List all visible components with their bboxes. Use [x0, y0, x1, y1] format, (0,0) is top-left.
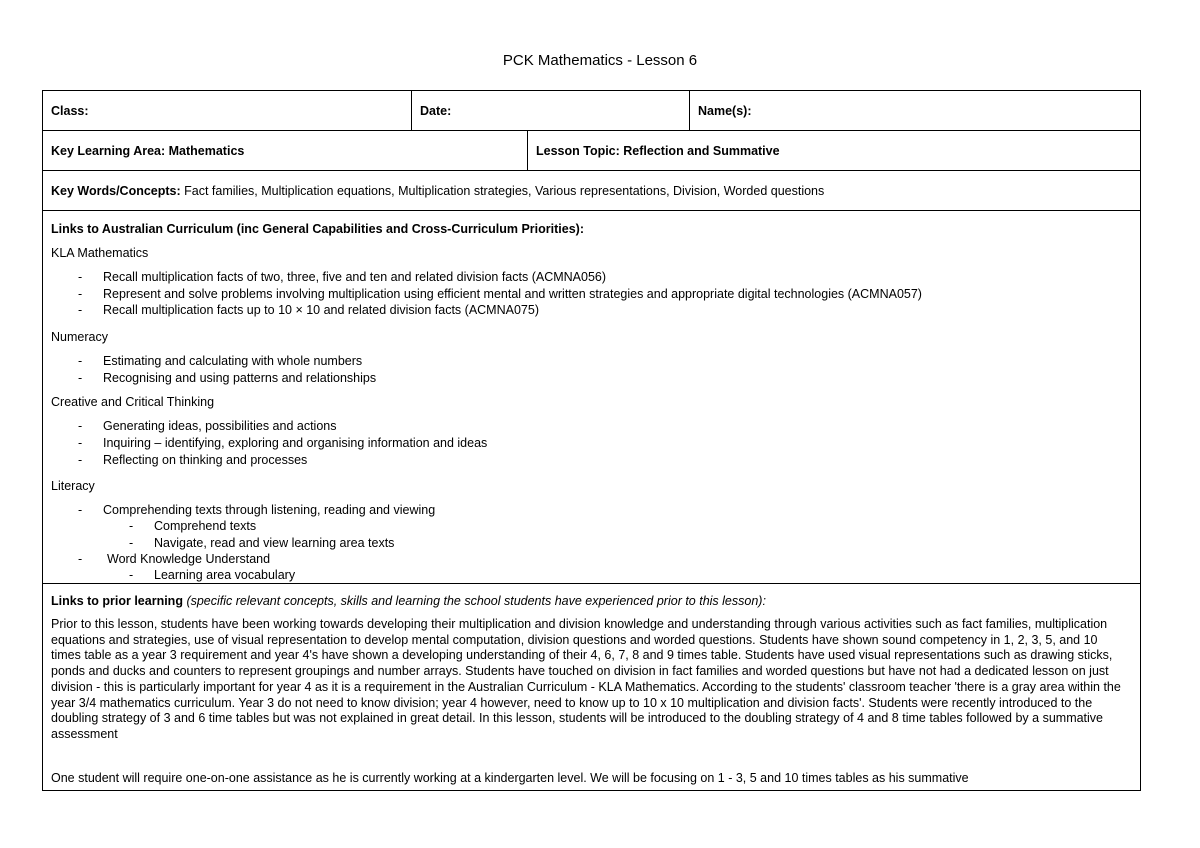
- date-cell: [411, 91, 689, 130]
- names-label: Name(s):: [698, 103, 752, 118]
- kla-label: Key Learning Area: Mathematics: [51, 143, 245, 158]
- page-title: PCK Mathematics - Lesson 6: [502, 52, 698, 69]
- class-cell: [43, 91, 411, 130]
- prior-learning-label: Links to prior learning: [51, 594, 183, 608]
- keywords-cell: [43, 171, 1140, 210]
- date-label: Date:: [420, 103, 452, 118]
- prior-learning-hint: (specific relevant concepts, skills and learning the school students have experienced prior to this lesson):: [182, 594, 766, 608]
- kla-cell: [43, 131, 527, 170]
- class-label: Class:: [51, 103, 89, 118]
- keywords-label: Key Words/Concepts:: [51, 183, 181, 198]
- prior-learning-paragraph: Prior to this lesson, students have been working towards developing their multiplication and division knowledge and understanding through various activities such as fact families, multiplication equations and strategies, use of visual representation to develop mental computation, division questions and worded questions. Students have shown sound competency in 1, 2, 3, 5, and 10 times table as a year 3 requirement and year 4's have shown a developing understanding of their 4, 6, 7, 8 and 9 times table. Students have used visual representations such as drawing sticks, ponds and ducks and counters to represent groupings and number arrays. Students have touched on division in fact families and worded questions but have not had a dedicated lesson on just division - this is particularly important for year 4 as it is a requirement in the Australian Curriculum - KLA Mathematics. According to the students' classroom teacher 'there is a gray area within the year 3/4 mathematics curriculum. Year 3 do not need to know division; year 4 however, need to know up to 10 x 10 multiplication and division facts'. Students were recently introduced to the doubling strategy of 3 and 6 time tables but was not explained in great detail. In this lesson, students will be introduced to the doubling strategy of 4 and 8 time tables followed by a summative assessment: [51, 617, 1121, 741]
- topic-cell: [527, 131, 1140, 170]
- section-kla-mathematics: KLA Mathematics: [51, 246, 149, 260]
- section-numeracy: Numeracy: [51, 330, 108, 344]
- section-creative-critical-thinking: Creative and Critical Thinking: [51, 395, 215, 409]
- section-literacy: Literacy: [51, 479, 95, 493]
- lesson-plan-table: [42, 90, 1141, 791]
- topic-label: Lesson Topic: Reflection and Summative: [536, 143, 780, 158]
- prior-learning-paragraph-2: One student will require one-on-one assistance as he is currently working at a kindergarten level. We will be focusing on 1 - 3, 5 and 10 times tables as his summative: [51, 771, 969, 785]
- names-cell: [689, 91, 1140, 130]
- class-date-names-row: [43, 91, 1140, 131]
- area-topic-row: [43, 131, 1140, 171]
- keywords-row: [43, 171, 1140, 211]
- prior-learning-row: [43, 584, 1140, 791]
- prior-learning-heading: [51, 594, 766, 608]
- curriculum-heading: Links to Australian Curriculum (inc General Capabilities and Cross-Curriculum Priorities):: [51, 222, 584, 236]
- keywords-text: Fact families, Multiplication equations, Multiplication strategies, Various representations, Division, Worded questions: [180, 183, 825, 198]
- curriculum-row: Links to Australian Curriculum (inc General Capabilities and Cross-Curriculum Priorities): KLA Mathematics - Recall multiplication facts of two, three, five and ten and related division facts (ACMNA056) - Represent and solve problems involving multiplication using efficient mental and written strategies and appropriate digital technologies (ACMNA057) - Recall multiplication facts up to 10 × 10 and related division facts (ACMNA075) Numeracy - Estimating and calculating with whole numbers - Recognising and using patterns and relationships Creative and Critical Thinking - Generating ideas, possibilities and actions - Inquiring – identifying, exploring and organising information and ideas - Reflecting on thinking and processes Literacy - Comprehending texts through listening, reading and viewing - Comprehend texts - Navigate, read and view learning area texts - Word Knowledge Understand - Learning area vocabulary: [43, 211, 1140, 584]
